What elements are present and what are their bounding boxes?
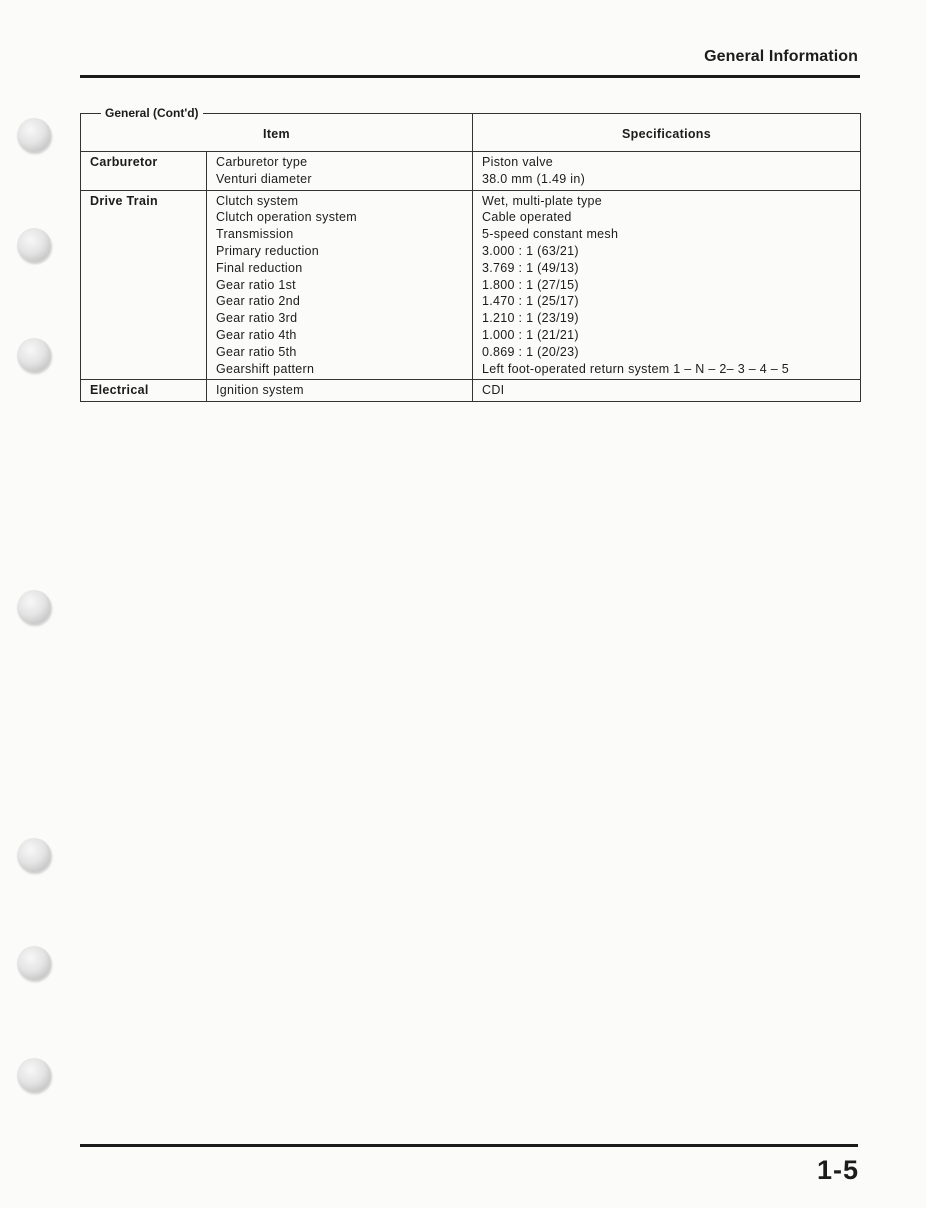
spec-table-container <box>80 106 861 402</box>
item-cell <box>207 380 473 402</box>
item-name: Primary reduction <box>216 243 320 258</box>
spec-value: Cable operated <box>482 210 572 225</box>
item-name: Gearshift pattern <box>216 361 315 376</box>
spec-value: 3.769 : 1 (49/13) <box>482 260 579 275</box>
binder-hole <box>17 838 51 872</box>
spec-value: 38.0 mm (1.49 in) <box>482 171 586 186</box>
spec-cell <box>473 380 861 402</box>
spec-value: 1.800 : 1 (27/15) <box>482 277 579 292</box>
spec-cell <box>473 190 861 380</box>
column-header-specifications: Specifications <box>473 114 861 152</box>
table-row <box>81 152 861 191</box>
spec-value: CDI <box>482 383 505 398</box>
item-name: Gear ratio 5th <box>216 344 297 359</box>
item-name: Gear ratio 4th <box>216 327 297 342</box>
item-cell <box>207 190 473 380</box>
spec-value: Piston valve <box>482 155 553 169</box>
spec-value: Wet, multi-plate type <box>482 193 603 208</box>
item-name: Venturi diameter <box>216 171 312 186</box>
binder-hole <box>17 946 51 980</box>
group-label: Carburetor <box>81 152 207 191</box>
item-cell <box>207 152 473 191</box>
spec-value: Left foot-operated return system 1 – N – 2– 3 – 4 – 5 <box>482 361 790 376</box>
spec-cell <box>473 152 861 191</box>
group-label: Drive Train <box>81 190 207 380</box>
item-name: Clutch operation system <box>216 210 357 225</box>
spec-table <box>80 113 861 402</box>
page-number: 1-5 <box>816 1155 859 1185</box>
item-name: Carburetor type <box>216 155 308 169</box>
table-row <box>81 190 861 380</box>
section-caption: General (Cont'd) <box>101 105 203 121</box>
header-rule <box>80 75 860 78</box>
group-label: Electrical <box>81 380 207 402</box>
binder-hole <box>17 228 51 262</box>
page-header-title: General Information <box>704 48 858 65</box>
table-row <box>81 380 861 402</box>
spec-value: 1.210 : 1 (23/19) <box>482 311 579 326</box>
item-name: Clutch system <box>216 193 299 208</box>
footer-rule <box>80 1144 858 1147</box>
item-name: Final reduction <box>216 260 303 275</box>
binder-hole <box>17 338 51 372</box>
item-name: Gear ratio 1st <box>216 277 296 292</box>
spec-value: 1.000 : 1 (21/21) <box>482 327 579 342</box>
spec-value: 3.000 : 1 (63/21) <box>482 243 579 258</box>
item-name: Ignition system <box>216 383 304 398</box>
binder-hole <box>17 118 51 152</box>
spec-table-body <box>81 152 861 402</box>
item-name: Gear ratio 3rd <box>216 311 298 326</box>
item-name: Transmission <box>216 227 294 242</box>
spec-value: 5-speed constant mesh <box>482 227 619 242</box>
binder-hole <box>17 590 51 624</box>
column-header-item: Item <box>81 114 473 152</box>
spec-value: 0.869 : 1 (20/23) <box>482 344 579 359</box>
binder-hole <box>17 1058 51 1092</box>
item-name: Gear ratio 2nd <box>216 294 301 309</box>
spec-value: 1.470 : 1 (25/17) <box>482 294 579 309</box>
